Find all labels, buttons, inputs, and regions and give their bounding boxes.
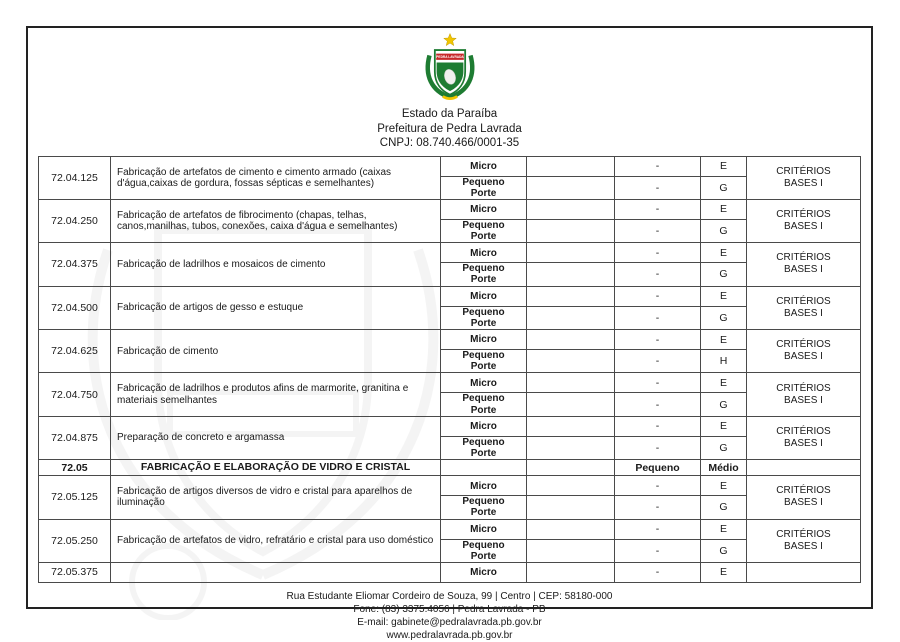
size-cell: Micro bbox=[441, 476, 527, 496]
criteria-cell: CRITÉRIOS BASES I bbox=[747, 243, 861, 286]
header-municipality: Prefeitura de Pedra Lavrada bbox=[377, 122, 522, 135]
size-cell bbox=[441, 460, 527, 476]
criteria-cell bbox=[747, 460, 861, 476]
value-cell: - bbox=[615, 156, 701, 176]
grade-cell: G bbox=[701, 496, 747, 519]
code-cell: 72.05 bbox=[39, 460, 111, 476]
activity-table bbox=[38, 156, 861, 583]
activity-row bbox=[39, 416, 861, 436]
blank-cell bbox=[527, 286, 615, 306]
value-cell: - bbox=[615, 393, 701, 416]
section-row bbox=[39, 460, 861, 476]
value-cell: - bbox=[615, 306, 701, 329]
blank-cell bbox=[527, 330, 615, 350]
blank-cell bbox=[527, 436, 615, 459]
footer-phone: Fone: (83) 3375.4056 | Pedra Lavrada - PB bbox=[353, 603, 546, 615]
value-cell: - bbox=[615, 263, 701, 286]
size-cell: Pequeno Porte bbox=[441, 306, 527, 329]
grade-cell: G bbox=[701, 306, 747, 329]
size-cell: Pequeno Porte bbox=[441, 263, 527, 286]
activity-row bbox=[39, 562, 861, 582]
size-cell: Pequeno Porte bbox=[441, 393, 527, 416]
value-cell: - bbox=[615, 330, 701, 350]
criteria-cell bbox=[747, 562, 861, 582]
grade-cell: E bbox=[701, 373, 747, 393]
grade-cell: G bbox=[701, 436, 747, 459]
code-cell: 72.05.250 bbox=[39, 519, 111, 562]
size-cell: Micro bbox=[441, 243, 527, 263]
activity-row bbox=[39, 519, 861, 539]
code-cell: 72.04.250 bbox=[39, 199, 111, 242]
description-cell bbox=[111, 562, 441, 582]
grade-cell: E bbox=[701, 156, 747, 176]
value-cell: - bbox=[615, 350, 701, 373]
municipal-coat-of-arms bbox=[417, 32, 483, 107]
value-cell: - bbox=[615, 199, 701, 219]
activity-row bbox=[39, 476, 861, 496]
activity-table-body bbox=[39, 156, 861, 582]
grade-cell: E bbox=[701, 286, 747, 306]
document-header bbox=[26, 32, 873, 151]
grade-cell: G bbox=[701, 176, 747, 199]
code-cell: 72.04.625 bbox=[39, 330, 111, 373]
criteria-cell: CRITÉRIOS BASES I bbox=[747, 286, 861, 329]
size-cell: Micro bbox=[441, 330, 527, 350]
size-cell: Micro bbox=[441, 199, 527, 219]
header-state: Estado da Paraíba bbox=[401, 108, 498, 120]
header-cnpj: CNPJ: 08.740.466/0001-35 bbox=[379, 137, 520, 149]
size-cell: Pequeno Porte bbox=[441, 496, 527, 519]
coat-of-arms-graphic bbox=[417, 32, 483, 102]
blank-cell bbox=[527, 562, 615, 582]
blank-cell bbox=[527, 199, 615, 219]
code-cell: 72.05.375 bbox=[39, 562, 111, 582]
grade-cell: E bbox=[701, 199, 747, 219]
size-cell: Micro bbox=[441, 562, 527, 582]
blank-cell bbox=[527, 416, 615, 436]
value-cell: - bbox=[615, 496, 701, 519]
size-cell: Pequeno Porte bbox=[441, 539, 527, 562]
document-footer bbox=[26, 590, 873, 642]
blank-cell bbox=[527, 156, 615, 176]
activity-row bbox=[39, 243, 861, 263]
value-cell: - bbox=[615, 436, 701, 459]
grade-cell: E bbox=[701, 519, 747, 539]
code-cell: 72.05.125 bbox=[39, 476, 111, 519]
size-cell: Pequeno Porte bbox=[441, 219, 527, 242]
blank-cell bbox=[527, 263, 615, 286]
description-cell: Fabricação de artigos de gesso e estuque bbox=[111, 286, 441, 329]
section-title-cell: FABRICAÇÃO E ELABORAÇÃO DE VIDRO E CRISTAL bbox=[111, 460, 441, 476]
pequeno-header-cell: Pequeno bbox=[615, 460, 701, 476]
size-cell: Micro bbox=[441, 373, 527, 393]
value-cell: - bbox=[615, 176, 701, 199]
banner-text: PEDRA LAVRADA bbox=[435, 55, 464, 60]
description-cell: Fabricação de artefatos de vidro, refratário e cristal para uso doméstico bbox=[111, 519, 441, 562]
footer-website: www.pedralavrada.pb.gov.br bbox=[386, 629, 513, 641]
blank-cell bbox=[527, 393, 615, 416]
code-cell: 72.04.500 bbox=[39, 286, 111, 329]
blank-cell bbox=[527, 243, 615, 263]
blank-cell bbox=[527, 373, 615, 393]
blank-cell bbox=[527, 539, 615, 562]
value-cell: - bbox=[615, 416, 701, 436]
description-cell: Fabricação de cimento bbox=[111, 330, 441, 373]
criteria-cell: CRITÉRIOS BASES I bbox=[747, 330, 861, 373]
grade-cell: E bbox=[701, 562, 747, 582]
description-cell: Fabricação de artigos diversos de vidro e cristal para aparelhos de iluminação bbox=[111, 476, 441, 519]
value-cell: - bbox=[615, 539, 701, 562]
blank-cell bbox=[527, 496, 615, 519]
description-cell: Fabricação de ladrilhos e mosaicos de cimento bbox=[111, 243, 441, 286]
description-cell: Fabricação de ladrilhos e produtos afins de marmorite, granitina e materiais semelhantes bbox=[111, 373, 441, 416]
footer-address: Rua Estudante Eliomar Cordeiro de Souza, 99 | Centro | CEP: 58180-000 bbox=[286, 590, 613, 602]
value-cell: - bbox=[615, 519, 701, 539]
code-cell: 72.04.750 bbox=[39, 373, 111, 416]
code-cell: 72.04.875 bbox=[39, 416, 111, 459]
description-cell: Preparação de concreto e argamassa bbox=[111, 416, 441, 459]
size-cell: Micro bbox=[441, 416, 527, 436]
blank-cell bbox=[527, 350, 615, 373]
star-icon bbox=[443, 34, 455, 46]
grade-cell: E bbox=[701, 243, 747, 263]
criteria-cell: CRITÉRIOS BASES I bbox=[747, 199, 861, 242]
size-cell: Pequeno Porte bbox=[441, 436, 527, 459]
grade-cell: E bbox=[701, 330, 747, 350]
criteria-cell: CRITÉRIOS BASES I bbox=[747, 373, 861, 416]
criteria-cell: CRITÉRIOS BASES I bbox=[747, 416, 861, 459]
activity-row bbox=[39, 373, 861, 393]
footer-email: E-mail: gabinete@pedralavrada.pb.gov.br bbox=[357, 616, 542, 628]
size-cell: Pequeno Porte bbox=[441, 176, 527, 199]
document-page bbox=[26, 26, 873, 642]
blank-cell bbox=[527, 176, 615, 199]
blank-cell bbox=[527, 219, 615, 242]
grade-cell: E bbox=[701, 476, 747, 496]
code-cell: 72.04.375 bbox=[39, 243, 111, 286]
criteria-cell: CRITÉRIOS BASES I bbox=[747, 476, 861, 519]
grade-cell: G bbox=[701, 539, 747, 562]
grade-cell: E bbox=[701, 416, 747, 436]
code-cell: 72.04.125 bbox=[39, 156, 111, 199]
grade-cell: G bbox=[701, 219, 747, 242]
value-cell: - bbox=[615, 476, 701, 496]
blank-cell bbox=[527, 460, 615, 476]
value-cell: - bbox=[615, 286, 701, 306]
grade-cell: H bbox=[701, 350, 747, 373]
value-cell: - bbox=[615, 219, 701, 242]
size-cell: Micro bbox=[441, 156, 527, 176]
grade-cell: G bbox=[701, 393, 747, 416]
size-cell: Micro bbox=[441, 519, 527, 539]
activity-row bbox=[39, 330, 861, 350]
activity-row bbox=[39, 286, 861, 306]
size-cell: Pequeno Porte bbox=[441, 350, 527, 373]
value-cell: - bbox=[615, 562, 701, 582]
medio-header-cell: Médio bbox=[701, 460, 747, 476]
grade-cell: G bbox=[701, 263, 747, 286]
blank-cell bbox=[527, 519, 615, 539]
description-cell: Fabricação de artefatos de fibrocimento (chapas, telhas, canos,manilhas, tubos, conexões, caixa d'água e semelhantes) bbox=[111, 199, 441, 242]
criteria-cell: CRITÉRIOS BASES I bbox=[747, 519, 861, 562]
criteria-cell: CRITÉRIOS BASES I bbox=[747, 156, 861, 199]
value-cell: - bbox=[615, 373, 701, 393]
blank-cell bbox=[527, 476, 615, 496]
activity-row bbox=[39, 156, 861, 176]
description-cell: Fabricação de artefatos de cimento e cimento armado (caixas d'água,caixas de gordura, fossas sépticas e semelhantes) bbox=[111, 156, 441, 199]
activity-row bbox=[39, 199, 861, 219]
size-cell: Micro bbox=[441, 286, 527, 306]
value-cell: - bbox=[615, 243, 701, 263]
blank-cell bbox=[527, 306, 615, 329]
